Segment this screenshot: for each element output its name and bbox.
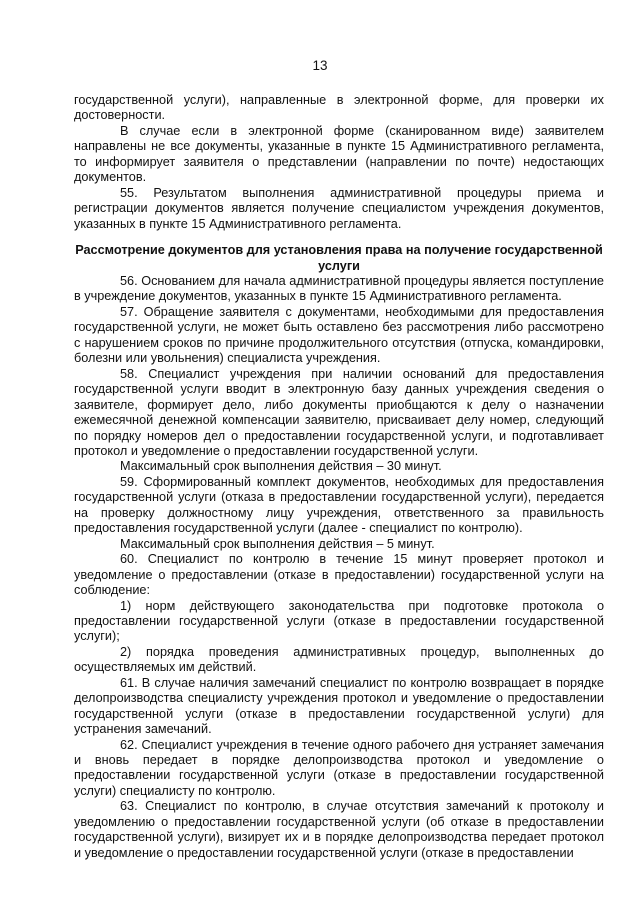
list-item-1: 1) норм действующего законодательства при подготовке протокола о предоставлении государственной услуги (отказе в предоставлении государственной услуги); [74,598,604,644]
page-number: 13 [312,58,328,73]
paragraph-58: 58. Специалист учреждения при наличии оснований для предоставления государственной услуги вводит в электронную базу данных учреждения сведения о заявителе, формирует дело, либо документы приобщаются к делу о назначении ежемесячной денежной компенсации заявителю, присваивает делу номер, следующий по порядку номеров дел о предоставлении государственной услуги, и подготавливает протокол и уведомление о предоставлении государственной услуги. [74,366,604,458]
document-body [74,93,604,861]
paragraph-57: 57. Обращение заявителя с документами, необходимыми для предоставления государственной услуги, не может быть оставлено без рассмотрения либо рассмотрено с нарушением сроков по причине продолжительного отсутствия (отпуска, командировки, болезни или увольнения) специалиста учреждения. [74,304,604,366]
paragraph-56: 56. Основанием для начала административной процедуры является поступление в учреждение документов, указанных в пункте 15 Административного регламента. [74,273,604,304]
paragraph-time-limit: Максимальный срок выполнения действия – 5 минут. [120,536,435,551]
list-item-2: 2) порядка проведения административных процедур, выполненных до осуществляемых им действий. [74,644,604,675]
paragraph-59: 59. Сформированный комплект документов, необходимых для предоставления государственной услуги (отказа в предоставлении государственной услуги), передается на проверку должностному лицу учреждения, ответственного за правильность предоставления государственной услуги (далее - специалист по контролю). [74,474,604,536]
paragraph-61: 61. В случае наличия замечаний специалист по контролю возвращает в порядке делопроизводства специалисту учреждения протокол и уведомление о предоставлении государственной услуги (отказе в предоставлении государственной услуги) для устранения замечаний. [74,675,604,737]
paragraph-55: 55. Результатом выполнения административной процедуры приема и регистрации документов является получение специалистом учреждения документов, указанных в пункте 15 Административного регламента. [74,185,604,231]
section-title: Рассмотрение документов для установления права на получение государственной услуги [75,243,603,273]
paragraph-60: 60. Специалист по контролю в течение 15 минут проверяет протокол и уведомление о предоставлении (отказе в предоставлении) государственной услуги на соблюдение: [74,552,604,598]
paragraph: В случае если в электронной форме (сканированном виде) заявителем направлены не все документы, указанные в пункте 15 Административного регламента, то информирует заявителя о представлении (направлении по почте) недостающих документов. [74,123,604,185]
paragraph-time-limit: Максимальный срок выполнения действия – 30 минут. [120,459,442,474]
paragraph-62: 62. Специалист учреждения в течение одного рабочего дня устраняет замечания и вновь передает в порядке делопроизводства протокол и уведомление о предоставлении государственной услуги (отказе в предоставлении государственной услуги) специалисту по контролю. [74,737,604,798]
paragraph-63: 63. Специалист по контролю, в случае отсутствия замечаний к протоколу и уведомлению о предоставлении государственной услуги (об отказе в предоставлении государственной услуги), визирует их и в порядке делопроизводства передает протокол и уведомление о предоставлении государственной услуги (отказе в предоставлении [74,799,604,860]
paragraph-continuation: государственной услуги), направленные в электронной форме, для проверки их достоверности. [74,93,604,123]
